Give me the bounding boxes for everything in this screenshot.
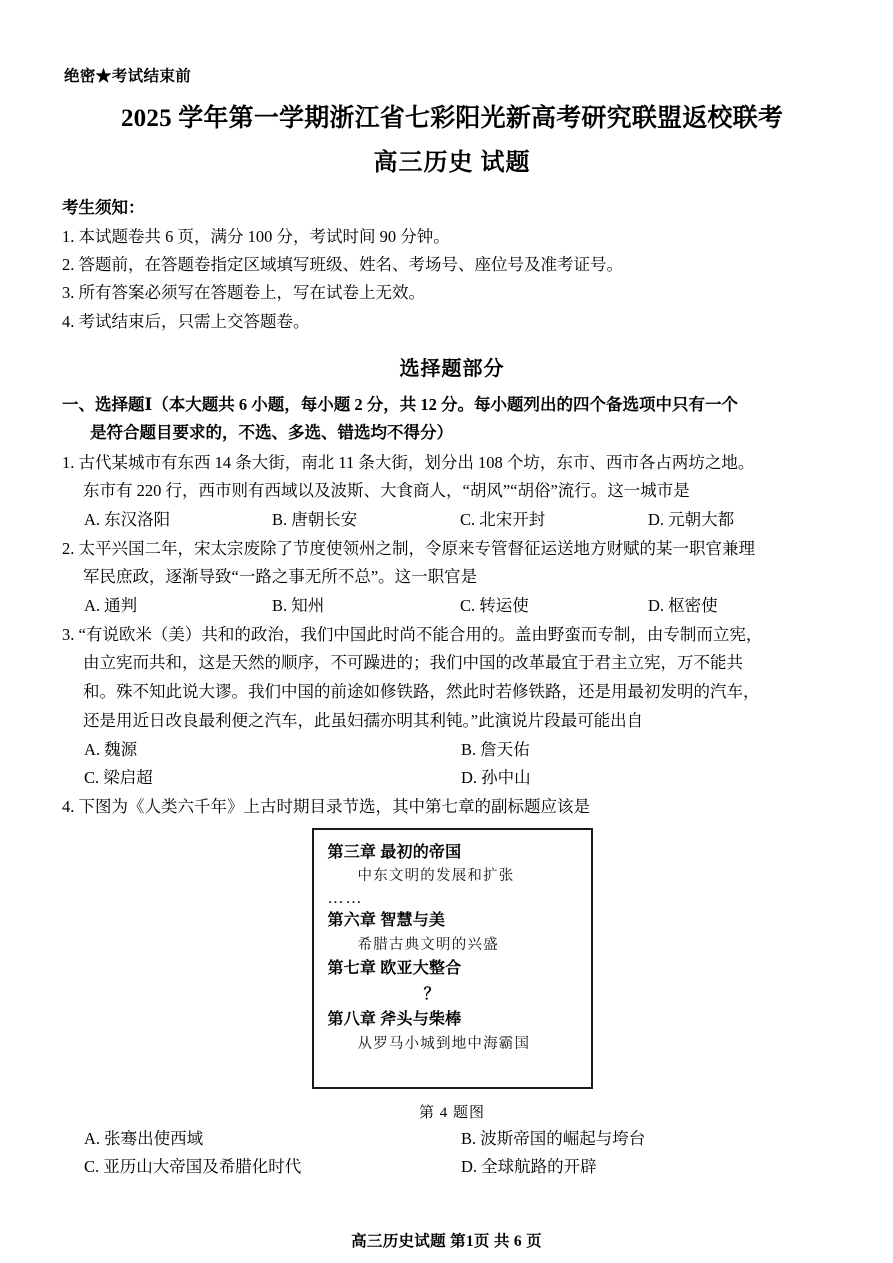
question-3-stem-line-3: 和。殊不知此说大谬。我们中国的前途如修铁路，然此时若修铁路，还是用最初发明的汽车， <box>83 682 760 702</box>
figure-caption: 第 4 题图 <box>418 1104 485 1121</box>
question-group-heading <box>62 391 842 446</box>
question-2-options <box>62 592 842 621</box>
subject-title: 高三历史 试题 <box>373 150 531 177</box>
toc-subtitle-8: 从罗马小城到地中海霸国 <box>357 1035 531 1052</box>
toc-chapter-7: 第七章 欧亚大整合 <box>327 960 462 978</box>
toc-ellipsis: …… <box>327 889 364 907</box>
toc-chapter-3: 第三章 最初的帝国 <box>327 843 462 861</box>
question-2-option-c[interactable]: C. 转运使 <box>460 596 529 616</box>
question-2-stem-line-2: 军民庶政，逐渐导致“一路之事无所不总”。这一职官是 <box>83 567 478 587</box>
question-2-option-b[interactable]: B. 知州 <box>272 596 325 616</box>
notice-heading: 考生须知： <box>62 198 145 218</box>
secrecy-notice: 绝密★考试结束前 <box>64 68 192 85</box>
question-1-stem-line-2: 东市有 220 行，西市则有西域以及波斯、大食商人，“胡风”“胡俗”流行。这一城市是 <box>83 481 690 501</box>
question-3-options-row-1 <box>62 736 842 765</box>
question-4-option-d[interactable]: D. 全球航路的开辟 <box>461 1157 597 1177</box>
question-4-stem-line-1: 4. 下图为《人类六千年》上古时期目录节选，其中第七章的副标题应该是 <box>62 796 590 816</box>
toc-subtitle-6: 希腊古典文明的兴盛 <box>357 937 499 954</box>
question-4 <box>62 793 842 1182</box>
question-1-stem-line-1: 1. 古代某城市有东西 14 条大街，南北 11 条大街，划分出 108 个坊，东市、西市各占两坊之地。 <box>62 452 755 472</box>
exam-title: 2025 学年第一学期浙江省七彩阳光新高考研究联盟返校联考 <box>120 104 784 132</box>
question-1-option-b[interactable]: B. 唐朝长安 <box>272 509 358 529</box>
toc-chapter-8: 第八章 斧头与柴棒 <box>327 1010 462 1028</box>
question-1 <box>62 449 842 535</box>
question-1-options <box>62 506 842 535</box>
question-2-stem-line-1: 2. 太平兴国二年，宋太宗废除了节度使领州之制，令原来专管督征运送地方财赋的某一职官兼理 <box>62 538 755 558</box>
question-3-stem-line-4: 还是用近日改良最利便之汽车，此虽妇孺亦明其利钝。”此演说片段最可能出自 <box>83 710 644 730</box>
question-3-stem-line-2: 由立宪而共和，这是天然的顺序，不可躁进的；我们中国的改革最宜于君主立宪，万不能共 <box>83 653 743 673</box>
toc-box <box>312 828 593 1089</box>
question-4-figure <box>62 828 842 1125</box>
question-3-option-a[interactable]: A. 魏源 <box>84 739 138 759</box>
question-3-option-b[interactable]: B. 詹天佑 <box>461 739 530 759</box>
notice-line-4: 4. 考试结束后，只需上交答题卷。 <box>62 311 310 331</box>
question-3-option-c[interactable]: C. 梁启超 <box>84 768 153 788</box>
question-3-option-d[interactable]: D. 孙中山 <box>461 768 531 788</box>
group-heading-line-2: 是符合题目要求的，不选、多选、错选均不得分） <box>90 422 453 442</box>
notice-line-3: 3. 所有答案必须写在答题卷上，写在试卷上无效。 <box>62 283 425 303</box>
question-4-options-row-1 <box>62 1125 842 1154</box>
section-title: 选择题部分 <box>399 358 505 381</box>
page-footer: 高三历史试题 第1页 共 6 页 <box>351 1233 542 1250</box>
notice-line-1: 1. 本试题卷共 6 页，满分 100 分，考试时间 90 分钟。 <box>62 226 450 246</box>
toc-subtitle-7-unknown: ？ <box>423 986 440 1004</box>
page-content <box>62 66 842 1182</box>
question-1-option-c[interactable]: C. 北宋开封 <box>460 509 546 529</box>
question-3-stem-line-1: 3. “有说欧米（美）共和的政治，我们中国此时尚不能合用的。盖由野蛮而专制，由专制而立宪， <box>62 624 763 644</box>
question-1-option-d[interactable]: D. 元朝大都 <box>648 509 735 529</box>
question-2-option-d[interactable]: D. 枢密使 <box>648 596 718 616</box>
question-4-option-a[interactable]: A. 张骞出使西域 <box>84 1128 204 1148</box>
question-4-options-row-2 <box>62 1153 842 1182</box>
question-1-option-a[interactable]: A. 东汉洛阳 <box>84 509 171 529</box>
notice-line-2: 2. 答题前，在答题卷指定区域填写班级、姓名、考场号、座位号及准考证号。 <box>62 254 623 274</box>
question-4-option-b[interactable]: B. 波斯帝国的崛起与垮台 <box>461 1128 646 1148</box>
group-heading-line-1: 一、选择题Ⅰ（本大题共 6 小题，每小题 2 分，共 12 分。每小题列出的四个备选项中只有一个 <box>62 395 738 415</box>
question-3 <box>62 621 842 793</box>
question-2 <box>62 535 842 621</box>
question-3-options-row-2 <box>62 764 842 793</box>
question-4-option-c[interactable]: C. 亚历山大帝国及希腊化时代 <box>84 1157 302 1177</box>
question-2-option-a[interactable]: A. 通判 <box>84 596 138 616</box>
toc-subtitle-3: 中东文明的发展和扩张 <box>357 868 515 885</box>
toc-chapter-6: 第六章 智慧与美 <box>327 912 446 930</box>
